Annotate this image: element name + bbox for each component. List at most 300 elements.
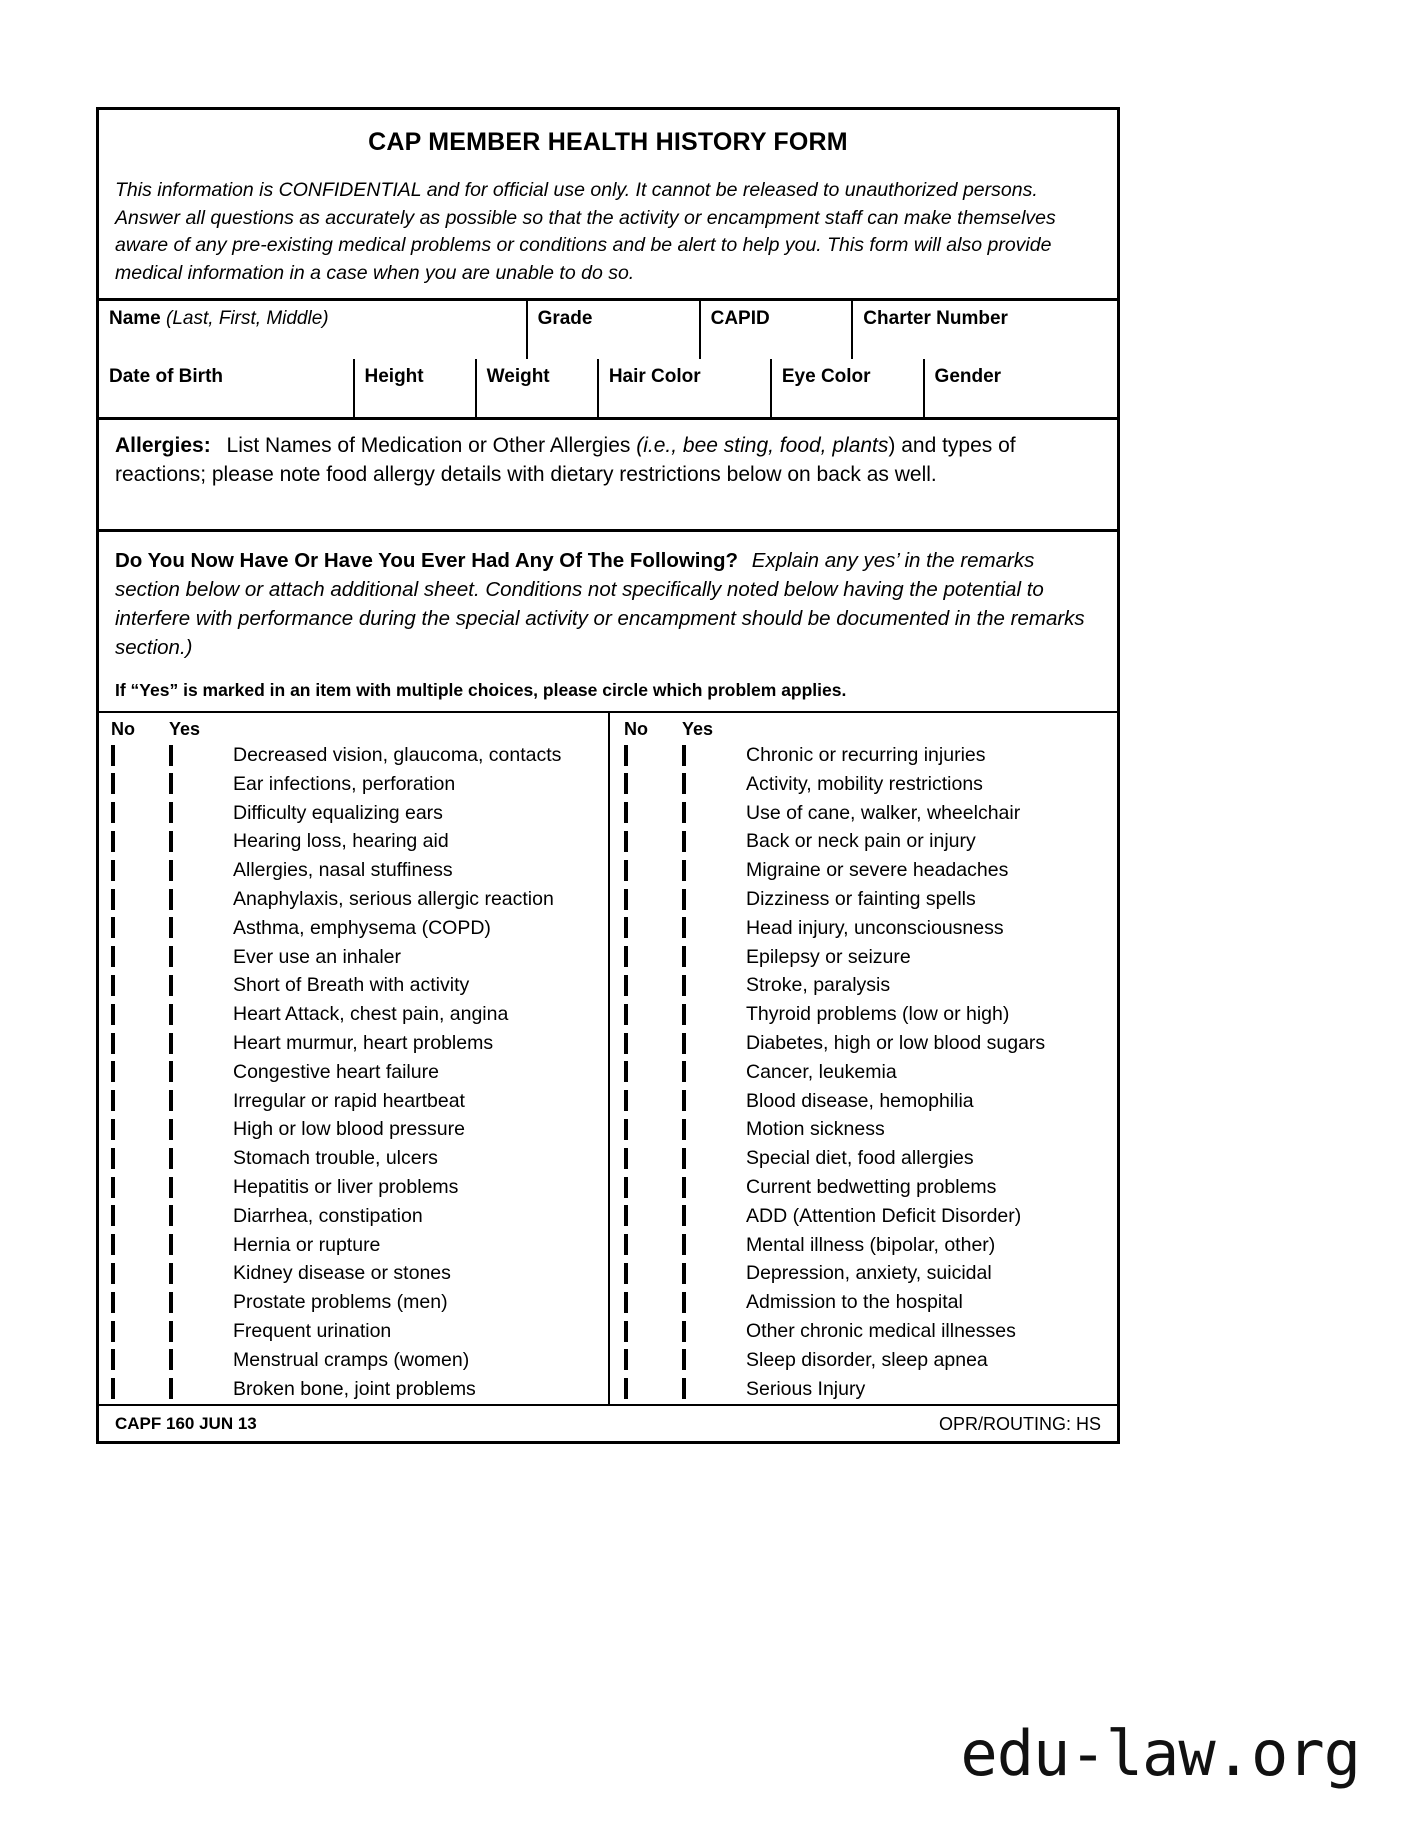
checkbox-yes-cell <box>169 1236 231 1254</box>
checkbox-yes-cell <box>169 1092 231 1110</box>
conditions-checklist <box>99 713 1117 1403</box>
checkbox-yes-cell <box>682 1380 744 1398</box>
checklist-row <box>624 1231 1117 1260</box>
checkbox-no[interactable] <box>624 1205 628 1226</box>
checkbox-no[interactable] <box>624 1090 628 1111</box>
checkbox-no-cell <box>624 804 682 822</box>
checklist-row <box>111 741 608 770</box>
checkbox-yes-cell <box>169 919 231 937</box>
checkbox-no[interactable] <box>111 1292 115 1313</box>
checklist-row <box>111 1260 608 1289</box>
checkbox-no[interactable] <box>111 1033 115 1054</box>
checkbox-no[interactable] <box>111 831 115 852</box>
checklist-row <box>624 1173 1117 1202</box>
field-charter-number[interactable] <box>852 301 1117 359</box>
checkbox-no[interactable] <box>111 1177 115 1198</box>
confidentiality-notice: This information is CONFIDENTIAL and for official use only. It cannot be released to unauthorized persons. Answer all questions as accurately as possible so that the activity or encampment staff can make themselves aware of any pre-existing medical problems or conditions and be alert to help you. This form will also provide medical information in a case when you are unable to do so. <box>99 163 1117 301</box>
checklist-row <box>624 1346 1117 1375</box>
checkbox-no[interactable] <box>624 1177 628 1198</box>
checkbox-yes-cell <box>682 862 744 880</box>
checklist-item-label: Activity, mobility restrictions <box>746 772 983 795</box>
checkbox-no[interactable] <box>624 1004 628 1025</box>
checkbox-yes[interactable] <box>169 1234 173 1255</box>
checklist-row <box>111 856 608 885</box>
header-yes-left: Yes <box>169 719 201 740</box>
checklist-item-label: Irregular or rapid heartbeat <box>233 1089 465 1112</box>
checkbox-yes[interactable] <box>682 802 686 823</box>
checkbox-yes-cell <box>682 1351 744 1369</box>
checkbox-no[interactable] <box>624 802 628 823</box>
checklist-row <box>111 914 608 943</box>
field-label-height: Height <box>364 365 424 387</box>
checklist-row <box>111 1231 608 1260</box>
checkbox-no-cell <box>624 833 682 851</box>
checklist-item-label: Menstrual cramps (women) <box>233 1348 470 1371</box>
checkbox-yes[interactable] <box>682 1349 686 1370</box>
checklist-row <box>624 741 1117 770</box>
checkbox-no[interactable] <box>111 975 115 996</box>
checklist-row <box>111 1202 608 1231</box>
checkbox-no[interactable] <box>624 1119 628 1140</box>
checklist-item-label: Depression, anxiety, suicidal <box>746 1262 992 1285</box>
checklist-item-label: Diabetes, high or low blood sugars <box>746 1032 1046 1055</box>
checkbox-no-cell <box>624 1035 682 1053</box>
checklist-row <box>111 972 608 1001</box>
form-routing: OPR/ROUTING: HS <box>938 1413 1101 1434</box>
checkbox-yes[interactable] <box>682 1061 686 1082</box>
checkbox-no[interactable] <box>111 1205 115 1226</box>
checklist-row <box>111 1144 608 1173</box>
checkbox-yes-cell <box>169 1063 231 1081</box>
header-no-left: No <box>111 719 135 740</box>
checkbox-yes-cell <box>682 1006 744 1024</box>
checkbox-yes[interactable] <box>682 1321 686 1342</box>
checklist-item-label: Blood disease, hemophilia <box>746 1089 974 1112</box>
checklist-item-label: Diarrhea, constipation <box>233 1204 423 1227</box>
checkbox-no-cell <box>111 948 169 966</box>
checkbox-no[interactable] <box>111 1004 115 1025</box>
checkbox-no-cell <box>111 833 169 851</box>
checkbox-no-cell <box>624 1207 682 1225</box>
checkbox-no-cell <box>624 891 682 909</box>
checklist-item-label: Anaphylaxis, serious allergic reaction <box>233 888 554 911</box>
column-header-right <box>624 719 1117 741</box>
checkbox-no[interactable] <box>624 1033 628 1054</box>
checkbox-yes[interactable] <box>682 1205 686 1226</box>
checklist-row <box>624 770 1117 799</box>
checkbox-yes-cell <box>169 1006 231 1024</box>
checklist-row <box>624 914 1117 943</box>
checklist-item-label: Stroke, paralysis <box>746 974 891 997</box>
checklist-column-left <box>99 713 608 1403</box>
checkbox-no[interactable] <box>624 745 628 766</box>
checkbox-no[interactable] <box>624 1349 628 1370</box>
checkbox-no[interactable] <box>111 1090 115 1111</box>
checkbox-no-cell <box>624 1294 682 1312</box>
checkbox-no[interactable] <box>624 1263 628 1284</box>
checkbox-no-cell <box>624 1092 682 1110</box>
checkbox-no[interactable] <box>111 1321 115 1342</box>
checkbox-yes[interactable] <box>682 1177 686 1198</box>
field-weight[interactable] <box>476 359 598 417</box>
checkbox-yes[interactable] <box>169 1033 173 1054</box>
checklist-item-label: Epilepsy or seizure <box>746 945 911 968</box>
checkbox-yes[interactable] <box>682 1292 686 1313</box>
checklist-row <box>624 885 1117 914</box>
checkbox-no-cell <box>624 862 682 880</box>
checkbox-yes[interactable] <box>169 975 173 996</box>
checklist-row <box>624 1317 1117 1346</box>
checkbox-no-cell <box>624 1150 682 1168</box>
checkbox-yes[interactable] <box>682 1378 686 1399</box>
checkbox-yes[interactable] <box>169 1004 173 1025</box>
checkbox-no-cell <box>624 948 682 966</box>
checklist-item-label: Short of Breath with activity <box>233 974 470 997</box>
checklist-item-label: Heart murmur, heart problems <box>233 1032 494 1055</box>
checkbox-yes[interactable] <box>682 1148 686 1169</box>
table-row <box>99 359 1117 417</box>
checkbox-yes[interactable] <box>169 860 173 881</box>
checkbox-no-cell <box>624 747 682 765</box>
checkbox-no-cell <box>624 1323 682 1341</box>
checkbox-yes-cell <box>169 1294 231 1312</box>
checkbox-yes-cell <box>169 862 231 880</box>
checkbox-no[interactable] <box>624 1321 628 1342</box>
checkbox-no-cell <box>624 1236 682 1254</box>
checkbox-no[interactable] <box>624 1292 628 1313</box>
field-eye-color[interactable] <box>771 359 924 417</box>
checkbox-no[interactable] <box>111 745 115 766</box>
checkbox-no-cell <box>111 775 169 793</box>
checklist-row <box>111 1029 608 1058</box>
checkbox-yes[interactable] <box>682 773 686 794</box>
field-name[interactable] <box>99 301 527 359</box>
checkbox-no-cell <box>624 1063 682 1081</box>
checklist-row <box>111 799 608 828</box>
checkbox-no[interactable] <box>111 1148 115 1169</box>
checkbox-yes-cell <box>169 1179 231 1197</box>
checkbox-no-cell <box>111 1092 169 1110</box>
checklist-row <box>624 1144 1117 1173</box>
checkbox-yes[interactable] <box>682 745 686 766</box>
circle-instruction-note: If “Yes” is marked in an item with multiple choices, please circle which problem applies. <box>99 664 1117 713</box>
checkbox-yes[interactable] <box>169 1349 173 1370</box>
checkbox-yes-cell <box>682 1294 744 1312</box>
checkbox-yes[interactable] <box>169 1378 173 1399</box>
checkbox-no-cell <box>111 1006 169 1024</box>
checkbox-yes[interactable] <box>169 831 173 852</box>
checklist-item-label: Thyroid problems (low or high) <box>746 1003 1010 1026</box>
checklist-item-label: Migraine or severe headaches <box>746 859 1009 882</box>
checklist-item-label: Stomach trouble, ulcers <box>233 1147 438 1170</box>
watermark: edu-law.org <box>960 1717 1360 1790</box>
field-hair-color[interactable] <box>598 359 771 417</box>
checklist-row <box>624 972 1117 1001</box>
checklist-item-label: Dizziness or fainting spells <box>746 888 976 911</box>
checkbox-yes[interactable] <box>169 773 173 794</box>
checklist-row <box>111 1346 608 1375</box>
checkbox-yes[interactable] <box>169 1090 173 1111</box>
checkbox-no[interactable] <box>624 917 628 938</box>
checklist-row <box>624 1029 1117 1058</box>
checkbox-no[interactable] <box>111 1061 115 1082</box>
field-grade[interactable] <box>527 301 700 359</box>
checkbox-yes[interactable] <box>682 1004 686 1025</box>
checkbox-yes[interactable] <box>169 1119 173 1140</box>
checklist-item-label: Chronic or recurring injuries <box>746 744 986 767</box>
checkbox-yes[interactable] <box>169 745 173 766</box>
field-label-charter-number: Charter Number <box>863 307 1008 329</box>
checkbox-no[interactable] <box>111 917 115 938</box>
checklist-row <box>624 1288 1117 1317</box>
checklist-item-label: Ever use an inhaler <box>233 945 402 968</box>
checklist-row <box>624 1375 1117 1404</box>
conditions-heading <box>99 532 1117 664</box>
checkbox-yes[interactable] <box>169 917 173 938</box>
checklist-item-label: Head injury, unconsciousness <box>746 916 1004 939</box>
checkbox-no-cell <box>624 1351 682 1369</box>
form-id: CAPF 160 JUN 13 <box>115 1413 257 1433</box>
checklist-item-label: Hearing loss, hearing aid <box>233 830 449 853</box>
checkbox-no[interactable] <box>111 802 115 823</box>
checkbox-no-cell <box>624 775 682 793</box>
checklist-row <box>111 770 608 799</box>
checkbox-no-cell <box>111 1150 169 1168</box>
checklist-row <box>624 1058 1117 1087</box>
checkbox-no[interactable] <box>111 1263 115 1284</box>
field-label-name: Name <box>109 307 161 329</box>
checkbox-no-cell <box>111 1323 169 1341</box>
allergies-label: Allergies: <box>115 433 211 457</box>
checkbox-yes-cell <box>169 1207 231 1225</box>
checkbox-no-cell <box>624 1380 682 1398</box>
checkbox-yes-cell <box>682 1063 744 1081</box>
checklist-row <box>111 828 608 857</box>
checklist-item-label: Back or neck pain or injury <box>746 830 976 853</box>
checkbox-yes[interactable] <box>682 1090 686 1111</box>
checkbox-no[interactable] <box>111 889 115 910</box>
checkbox-no[interactable] <box>624 889 628 910</box>
field-height[interactable] <box>354 359 476 417</box>
checkbox-yes-cell <box>169 1150 231 1168</box>
checkbox-no[interactable] <box>111 860 115 881</box>
checklist-row <box>624 828 1117 857</box>
checkbox-yes-cell <box>682 977 744 995</box>
checkbox-yes[interactable] <box>682 1263 686 1284</box>
checklist-item-label: Sleep disorder, sleep apnea <box>746 1348 988 1371</box>
field-label-gender: Gender <box>934 365 1002 387</box>
allergies-text-2: ) and types of reactions; please note food allergy details with dietary restrictions below on back as well. <box>115 433 1016 486</box>
checkbox-yes[interactable] <box>169 946 173 967</box>
form-container <box>96 107 1120 1444</box>
checkbox-no-cell <box>111 1380 169 1398</box>
checklist-item-label: Heart Attack, chest pain, angina <box>233 1003 509 1026</box>
checklist-row <box>111 1317 608 1346</box>
checkbox-yes[interactable] <box>682 860 686 881</box>
checklist-row <box>111 1375 608 1404</box>
checkbox-no[interactable] <box>111 1234 115 1255</box>
checkbox-no-cell <box>624 977 682 995</box>
checkbox-yes[interactable] <box>682 946 686 967</box>
checkbox-yes[interactable] <box>169 802 173 823</box>
checkbox-no-cell <box>111 862 169 880</box>
checkbox-yes-cell <box>169 747 231 765</box>
checkbox-no[interactable] <box>111 946 115 967</box>
checklist-item-label: Cancer, leukemia <box>746 1060 897 1083</box>
field-label-date-of-birth: Date of Birth <box>109 365 223 387</box>
checklist-item-label: Hernia or rupture <box>233 1233 381 1256</box>
checklist-row <box>624 1000 1117 1029</box>
checkbox-no[interactable] <box>111 773 115 794</box>
checklist-item-label: Other chronic medical illnesses <box>746 1320 1016 1343</box>
checkbox-no[interactable] <box>111 1119 115 1140</box>
field-label-hair-color: Hair Color <box>608 365 701 387</box>
checklist-row <box>624 943 1117 972</box>
field-date-of-birth[interactable] <box>99 359 354 417</box>
checklist-row <box>111 885 608 914</box>
checklist-item-label: Motion sickness <box>746 1118 885 1141</box>
checkbox-no-cell <box>624 1006 682 1024</box>
checkbox-yes-cell <box>169 1380 231 1398</box>
checkbox-no[interactable] <box>624 1234 628 1255</box>
checkbox-yes[interactable] <box>169 1205 173 1226</box>
conditions-question: Do You Now Have Or Have You Ever Had Any Of The Following? <box>115 548 739 572</box>
checklist-row <box>111 1000 608 1029</box>
checkbox-yes[interactable] <box>169 1061 173 1082</box>
checkbox-no-cell <box>111 1207 169 1225</box>
checkbox-yes[interactable] <box>169 889 173 910</box>
checkbox-yes-cell <box>682 948 744 966</box>
checkbox-no-cell <box>111 1035 169 1053</box>
checkbox-yes-cell <box>169 1035 231 1053</box>
checkbox-no[interactable] <box>624 1378 628 1399</box>
checkbox-yes[interactable] <box>682 1234 686 1255</box>
checklist-item-label: Mental illness (bipolar, other) <box>746 1233 996 1256</box>
checkbox-yes[interactable] <box>682 1119 686 1140</box>
checkbox-yes-cell <box>682 1207 744 1225</box>
field-label-eye-color: Eye Color <box>781 365 871 387</box>
checklist-row <box>111 1288 608 1317</box>
column-header-left <box>111 719 608 741</box>
checklist-row <box>111 1058 608 1087</box>
checklist-item-label: Congestive heart failure <box>233 1060 439 1083</box>
field-capid[interactable] <box>700 301 853 359</box>
checklist-row <box>624 1087 1117 1116</box>
checkbox-no-cell <box>111 1179 169 1197</box>
checkbox-yes-cell <box>682 1265 744 1283</box>
checkbox-no-cell <box>111 977 169 995</box>
title-block <box>99 110 1117 163</box>
identity-table <box>99 301 1117 420</box>
checkbox-no-cell <box>111 747 169 765</box>
allergies-text-italic: (i.e., bee sting, food, plants <box>636 433 889 457</box>
checkbox-no[interactable] <box>624 831 628 852</box>
checklist-item-label: Difficulty equalizing ears <box>233 801 443 824</box>
checkbox-yes[interactable] <box>682 975 686 996</box>
checklist-row <box>111 1087 608 1116</box>
checklist-row <box>624 1116 1117 1145</box>
checkbox-yes-cell <box>169 891 231 909</box>
checkbox-no[interactable] <box>624 1061 628 1082</box>
header-yes-right: Yes <box>682 719 714 740</box>
field-label-capid: CAPID <box>710 307 770 329</box>
checkbox-yes-cell <box>682 1236 744 1254</box>
checkbox-yes[interactable] <box>169 1263 173 1284</box>
checkbox-yes-cell <box>169 1351 231 1369</box>
checkbox-no-cell <box>111 1265 169 1283</box>
checkbox-no[interactable] <box>624 975 628 996</box>
checklist-item-label: Decreased vision, glaucoma, contacts <box>233 744 562 767</box>
checkbox-yes-cell <box>169 833 231 851</box>
table-row <box>99 301 1117 359</box>
checkbox-yes-cell <box>682 1179 744 1197</box>
checkbox-yes-cell <box>682 1121 744 1139</box>
checklist-item-label: Kidney disease or stones <box>233 1262 451 1285</box>
checklist-item-label: Asthma, emphysema (COPD) <box>233 916 491 939</box>
checkbox-yes-cell <box>682 775 744 793</box>
field-label-weight: Weight <box>486 365 550 387</box>
checkbox-yes[interactable] <box>169 1292 173 1313</box>
checklist-item-label: High or low blood pressure <box>233 1118 465 1141</box>
header-no-right: No <box>624 719 648 740</box>
checklist-row <box>624 799 1117 828</box>
checkbox-no[interactable] <box>624 946 628 967</box>
checkbox-no[interactable] <box>624 860 628 881</box>
checkbox-no-cell <box>111 1351 169 1369</box>
checkbox-no[interactable] <box>111 1349 115 1370</box>
checkbox-no[interactable] <box>624 1148 628 1169</box>
checklist-row <box>624 856 1117 885</box>
checkbox-yes-cell <box>682 1035 744 1053</box>
checkbox-no-cell <box>111 1236 169 1254</box>
checkbox-yes[interactable] <box>682 1033 686 1054</box>
checklist-item-label: Special diet, food allergies <box>746 1147 974 1170</box>
checkbox-no-cell <box>111 1294 169 1312</box>
checklist-item-label: Prostate problems (men) <box>233 1291 448 1314</box>
field-label-grade: Grade <box>537 307 593 329</box>
checkbox-no-cell <box>111 891 169 909</box>
checkbox-yes-cell <box>169 1121 231 1139</box>
checkbox-yes[interactable] <box>169 1321 173 1342</box>
checklist-item-label: Frequent urination <box>233 1320 392 1343</box>
allergies-section[interactable] <box>99 420 1117 532</box>
checklist-row <box>111 1173 608 1202</box>
checkbox-no-cell <box>111 1063 169 1081</box>
checkbox-yes[interactable] <box>682 831 686 852</box>
checkbox-yes-cell <box>682 804 744 822</box>
checkbox-yes-cell <box>169 775 231 793</box>
page-title: CAP MEMBER HEALTH HISTORY FORM <box>368 128 848 156</box>
checklist-item-label: Broken bone, joint problems <box>233 1377 476 1400</box>
checkbox-yes[interactable] <box>682 889 686 910</box>
checklist-row <box>111 943 608 972</box>
checkbox-no-cell <box>624 1179 682 1197</box>
checkbox-yes-cell <box>169 1323 231 1341</box>
conditions-instructions: Explain any yes’ in the remarks section below or attach additional sheet. Conditions not specifically noted below having the potential to interfere with performance during the special activity or encampment should be documented in the remarks section.) <box>115 548 1085 660</box>
checkbox-yes-cell <box>169 948 231 966</box>
checkbox-yes[interactable] <box>169 1148 173 1169</box>
checklist-item-label: ADD (Attention Deficit Disorder) <box>746 1204 1022 1227</box>
checkbox-yes-cell <box>682 833 744 851</box>
checklist-item-label: Use of cane, walker, wheelchair <box>746 801 1021 824</box>
field-gender[interactable] <box>924 359 1117 417</box>
checkbox-yes[interactable] <box>682 917 686 938</box>
checklist-item-label: Allergies, nasal stuffiness <box>233 859 453 882</box>
checkbox-no[interactable] <box>624 773 628 794</box>
checkbox-yes[interactable] <box>169 1177 173 1198</box>
checklist-item-label: Ear infections, perforation <box>233 772 456 795</box>
checkbox-no[interactable] <box>111 1378 115 1399</box>
